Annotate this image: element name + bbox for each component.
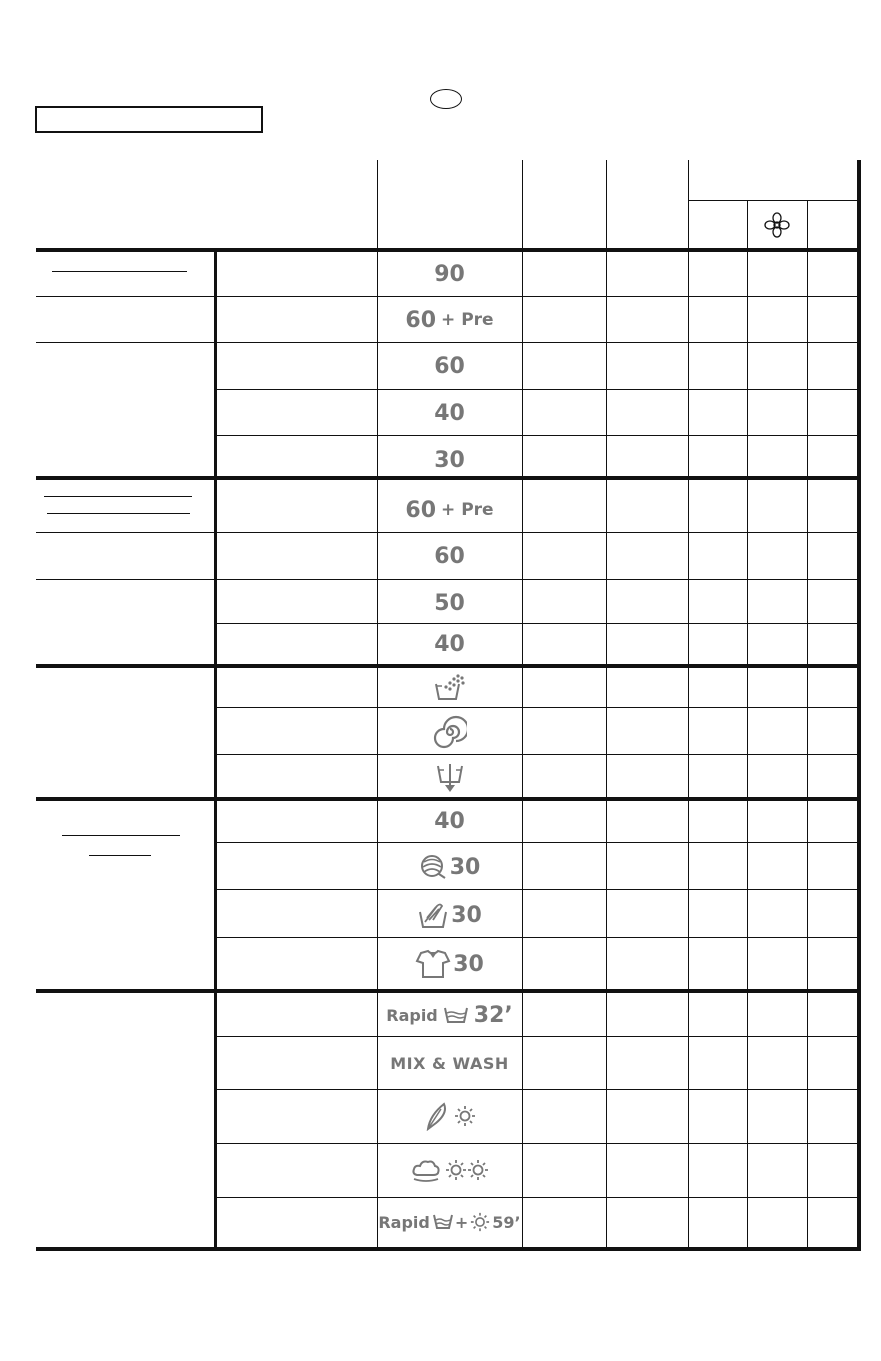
program-60-pre: 60 + Pre xyxy=(405,307,494,333)
program-handwash-30: 30 xyxy=(377,892,522,938)
wool-icon xyxy=(419,854,447,880)
row-divider xyxy=(36,532,215,533)
row-divider xyxy=(215,296,860,297)
row-divider xyxy=(215,1143,860,1144)
row-divider xyxy=(215,1197,860,1198)
row-divider xyxy=(215,532,860,533)
program-50: 50 xyxy=(434,590,465,616)
header-column-divider xyxy=(606,160,607,250)
shirt-icon xyxy=(415,949,451,979)
header-column-divider xyxy=(522,160,523,250)
wash-tub-icon xyxy=(442,1005,470,1025)
program-shirt-30: 30 xyxy=(377,940,522,988)
wash-tub-icon xyxy=(432,1213,454,1231)
row-divider xyxy=(215,707,860,708)
body-column-divider xyxy=(522,250,523,1250)
body-column-divider xyxy=(807,250,808,1250)
feather-icon xyxy=(424,1101,450,1131)
row-divider xyxy=(36,342,215,343)
first-column-divider xyxy=(214,250,217,1250)
header-subdivider xyxy=(688,200,860,201)
row-divider xyxy=(215,579,860,580)
program-60-a: 60 xyxy=(434,353,465,379)
body-column-divider xyxy=(606,250,607,1250)
program-40-c: 40 xyxy=(434,808,465,834)
body-column-divider xyxy=(747,250,748,1250)
spin-icon xyxy=(433,715,467,749)
country-code-oval xyxy=(430,89,462,109)
flower-icon xyxy=(764,212,790,238)
sun-icon xyxy=(470,1212,490,1232)
header-column-divider xyxy=(807,200,808,250)
header-right-border xyxy=(857,160,861,250)
row-divider xyxy=(215,435,860,436)
row-divider xyxy=(215,754,860,755)
header-column-divider xyxy=(377,160,378,250)
double-sun-icon xyxy=(445,1159,489,1181)
program-rapid-wash-dry-59: Rapid + 59’ xyxy=(378,1212,521,1232)
label-underline xyxy=(62,835,180,836)
program-drain xyxy=(377,756,522,798)
label-underline xyxy=(47,513,190,514)
program-wool-30: 30 xyxy=(377,844,522,890)
label-underline xyxy=(89,855,151,856)
row-divider xyxy=(215,842,860,843)
program-rapid-32: Rapid 32’ xyxy=(386,1002,513,1028)
cloud-icon xyxy=(411,1157,441,1183)
table-bottom-border xyxy=(36,1247,861,1251)
program-rinse xyxy=(377,668,522,708)
blank-label-box xyxy=(35,106,263,133)
program-30-a: 30 xyxy=(434,447,465,473)
table-right-border xyxy=(857,250,861,1250)
row-divider xyxy=(215,342,860,343)
row-divider xyxy=(215,623,860,624)
header-column-divider xyxy=(747,200,748,250)
label-underline xyxy=(44,496,192,497)
row-divider xyxy=(215,1089,860,1090)
header-column-divider xyxy=(688,160,689,250)
program-mix-and-wash: MIX & WASH xyxy=(390,1053,509,1073)
program-60-b: 60 xyxy=(434,543,465,569)
label-underline xyxy=(52,271,187,272)
grid-line xyxy=(36,1250,39,1251)
row-divider xyxy=(215,389,860,390)
row-divider xyxy=(215,1036,860,1037)
program-spin xyxy=(377,710,522,754)
row-divider xyxy=(36,579,215,580)
program-60-pre-b: 60 + Pre xyxy=(405,497,494,523)
program-90: 90 xyxy=(434,261,465,287)
program-40-b: 40 xyxy=(434,631,465,657)
drain-icon xyxy=(435,760,465,794)
program-40-a: 40 xyxy=(434,400,465,426)
row-divider xyxy=(215,937,860,938)
program-delicate-dry xyxy=(377,1090,522,1142)
rinse-icon xyxy=(432,672,468,704)
hand-wash-icon xyxy=(417,900,449,930)
row-divider xyxy=(36,296,215,297)
body-column-divider xyxy=(688,250,689,1250)
group-separator xyxy=(36,989,861,993)
row-divider xyxy=(215,889,860,890)
sun-icon xyxy=(454,1105,476,1127)
program-cotton-dry xyxy=(377,1144,522,1196)
